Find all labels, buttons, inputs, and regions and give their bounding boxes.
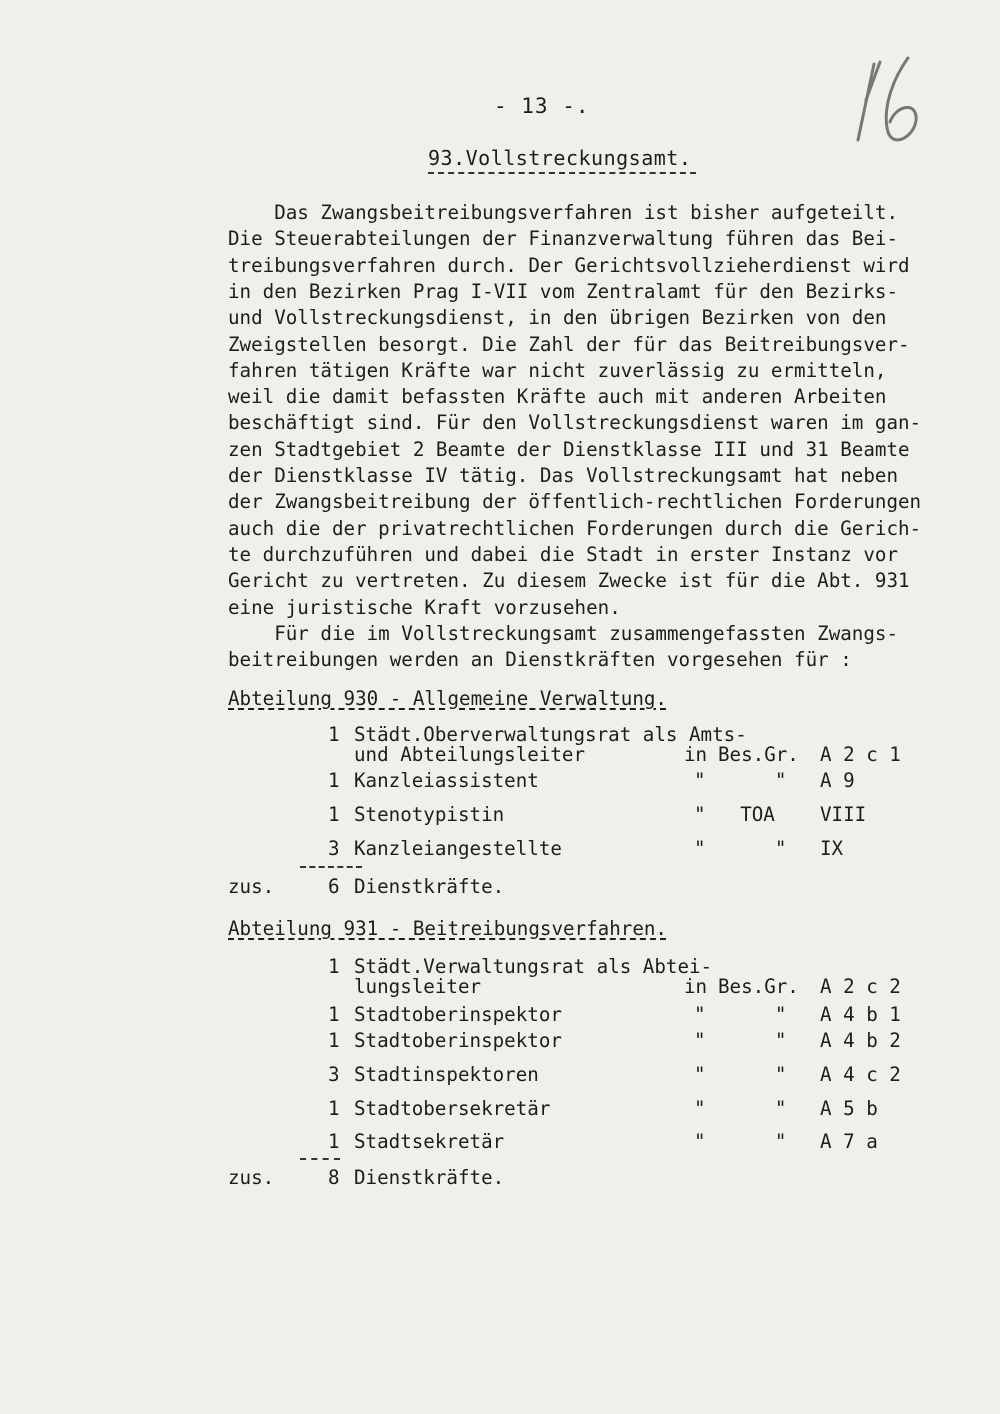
- body-line: weil die damit befassten Kräfte auch mit anderen Arbeiten: [228, 385, 887, 409]
- staff-pay-group-label: " TOA: [694, 803, 775, 826]
- staff-in: in: [684, 975, 708, 998]
- staff-pay-group-label: " ": [694, 1130, 787, 1153]
- staff-pay-grade: A 5 b: [820, 1097, 878, 1120]
- staff-pay-grade: IX: [820, 837, 844, 860]
- body-line: Gericht zu vertreten. Zu diesem Zwecke ist für die Abt. 931: [228, 569, 910, 593]
- total-label-931: zus.: [228, 1166, 275, 1189]
- staff-title: Kanzleiassistent: [354, 769, 539, 792]
- staff-count: 1: [328, 1029, 340, 1052]
- body-line: und Vollstreckungsdienst, in den übrigen Bezirken von den: [228, 306, 887, 330]
- total-label-930: zus.: [228, 875, 275, 898]
- total-count-931: 8: [328, 1166, 340, 1189]
- staff-count: 1: [328, 1130, 340, 1153]
- staff-count: 1: [328, 803, 340, 826]
- staff-pay-grade: A 7 a: [820, 1130, 878, 1153]
- staff-title: Stenotypistin: [354, 803, 505, 826]
- staff-pay-grade: A 2 c 1: [820, 743, 901, 766]
- section-931-heading: Abteilung 931 - Beitreibungsverfahren.: [228, 917, 667, 940]
- heading-underline: [428, 172, 696, 174]
- total-text-931: Dienstkräfte.: [354, 1166, 505, 1189]
- section-heading: 93.Vollstreckungsamt.: [428, 146, 692, 170]
- staff-pay-group-label: " ": [694, 1029, 787, 1052]
- page-number: - 13 -.: [494, 94, 590, 118]
- staff-count: 3: [328, 1063, 340, 1086]
- total-separator-930: [300, 866, 362, 868]
- staff-title: Stadtsekretär: [354, 1130, 505, 1153]
- body-line: eine juristische Kraft vorzusehen.: [228, 595, 621, 619]
- body-line: der Zwangsbeitreibung der öffentlich-rechtlichen Forderungen: [228, 490, 922, 514]
- staff-count: 1: [328, 723, 340, 746]
- staff-pay-group-label: Bes.Gr.: [718, 743, 799, 766]
- staff-title: Stadtinspektoren: [354, 1063, 539, 1086]
- body-line: auch die der privatrechtlichen Forderungen durch die Gerich-: [228, 516, 922, 540]
- staff-pay-group-label: " ": [694, 769, 787, 792]
- staff-title: Stadtobersekretär: [354, 1097, 551, 1120]
- staff-title: Kanzleiangestellte: [354, 837, 562, 860]
- staff-count: 1: [328, 955, 340, 978]
- staff-pay-grade: VIII: [820, 803, 867, 826]
- body-line: beitreibungen werden an Dienstkräften vorgesehen für :: [228, 648, 852, 672]
- staff-title-continued: lungsleiter: [354, 975, 482, 998]
- body-line: treibungsverfahren durch. Der Gerichtsvollzieherdienst wird: [228, 253, 910, 277]
- staff-title: Stadtoberinspektor: [354, 1029, 562, 1052]
- staff-pay-group-label: Bes.Gr.: [718, 975, 799, 998]
- body-line: zen Stadtgebiet 2 Beamte der Dienstklasse III und 31 Beamte: [228, 437, 910, 461]
- total-text-930: Dienstkräfte.: [354, 875, 505, 898]
- total-count-930: 6: [328, 875, 340, 898]
- staff-pay-grade: A 4 b 2: [820, 1029, 901, 1052]
- staff-pay-grade: A 4 c 2: [820, 1063, 901, 1086]
- body-line: fahren tätigen Kräfte war nicht zuverlässig zu ermitteln,: [228, 358, 887, 382]
- body-line: Das Zwangsbeitreibungsverfahren ist bisher aufgeteilt.: [228, 201, 899, 224]
- total-separator-931: [300, 1158, 340, 1160]
- staff-pay-grade: A 9: [820, 769, 855, 792]
- body-line: der Dienstklasse IV tätig. Das Vollstreckungsamt hat neben: [228, 464, 899, 487]
- staff-count: 1: [328, 769, 340, 792]
- staff-pay-grade: A 4 b 1: [820, 1003, 901, 1026]
- staff-count: 1: [328, 1003, 340, 1026]
- staff-title: Städt.Oberverwaltungsrat als Amts-: [354, 723, 747, 746]
- staff-title: Stadtoberinspektor: [354, 1003, 562, 1026]
- body-line: beschäftigt sind. Für den Vollstreckungsdienst waren im gan-: [228, 411, 922, 435]
- body-line: Für die im Vollstreckungsamt zusammengefassten Zwangs-: [228, 621, 899, 645]
- staff-count: 1: [328, 1097, 340, 1120]
- staff-title: Städt.Verwaltungsrat als Abtei-: [354, 955, 713, 978]
- staff-pay-group-label: " ": [694, 837, 787, 860]
- staff-pay-group-label: " ": [694, 1063, 787, 1086]
- handwritten-page-number: [836, 52, 936, 152]
- section-930-heading: Abteilung 930 - Allgemeine Verwaltung.: [228, 687, 667, 710]
- staff-pay-group-label: " ": [694, 1003, 787, 1026]
- body-line: Die Steuerabteilungen der Finanzverwaltung führen das Bei-: [228, 227, 899, 251]
- staff-count: 3: [328, 837, 340, 860]
- staff-pay-grade: A 2 c 2: [820, 975, 901, 998]
- staff-in: in: [684, 743, 708, 766]
- body-line: in den Bezirken Prag I-VII vom Zentralamt für den Bezirks-: [228, 279, 899, 303]
- body-line: Zweigstellen besorgt. Die Zahl der für das Beitreibungsver-: [228, 332, 910, 356]
- body-line: te durchzuführen und dabei die Stadt in erster Instanz vor: [228, 542, 899, 566]
- staff-title-continued: und Abteilungsleiter: [354, 743, 586, 766]
- staff-pay-group-label: " ": [694, 1097, 787, 1120]
